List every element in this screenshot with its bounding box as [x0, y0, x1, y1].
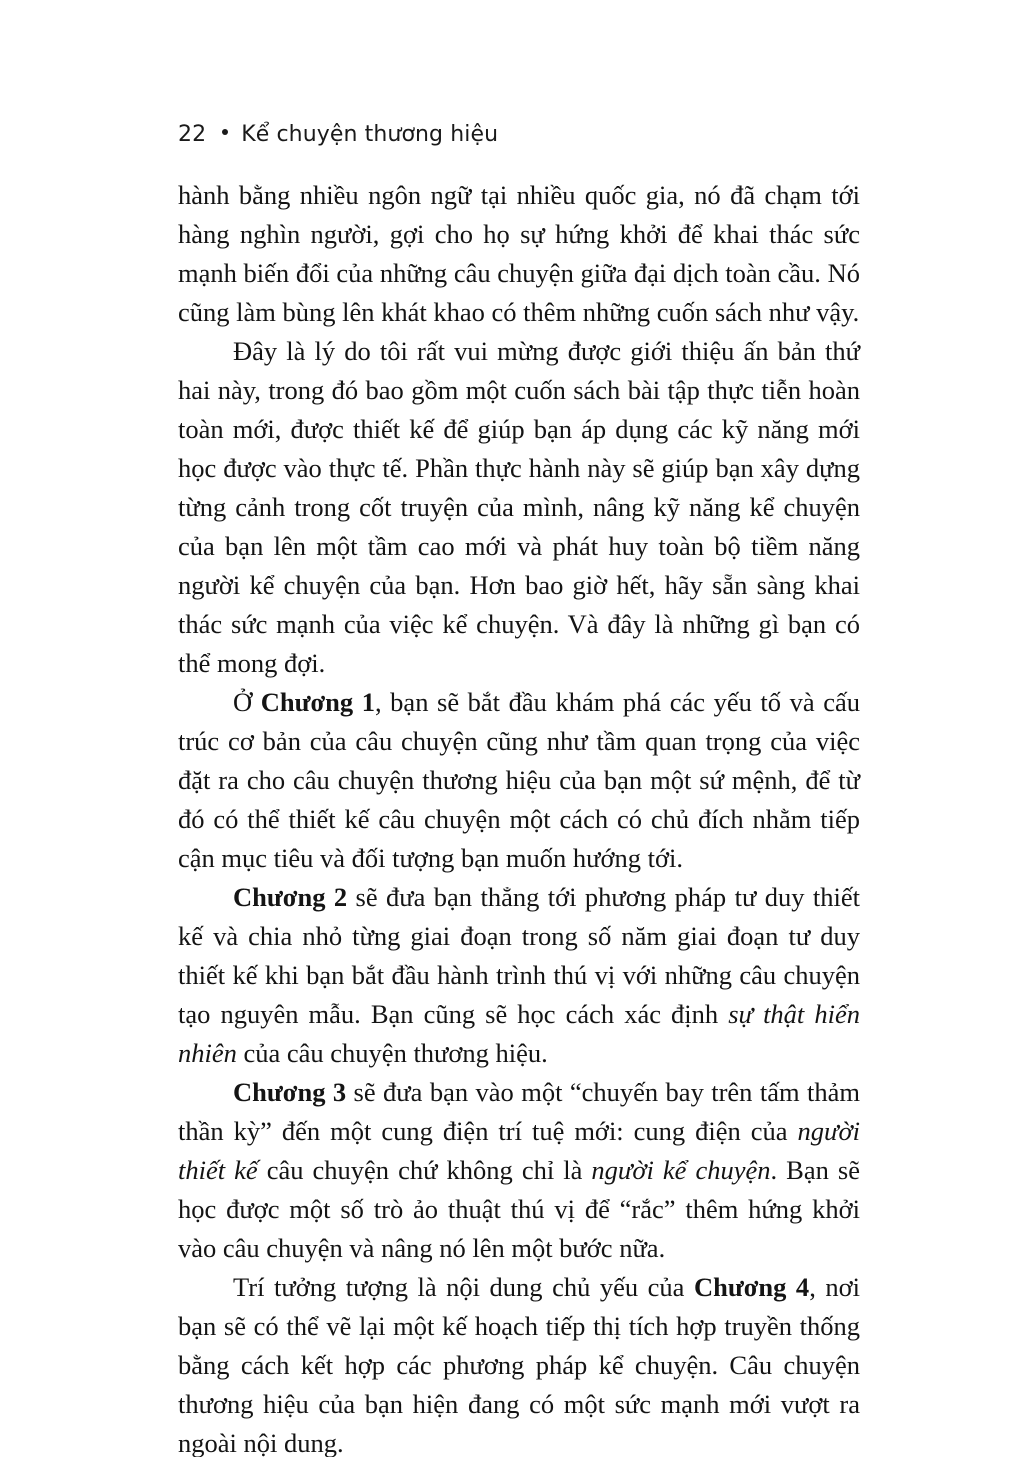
paragraph [178, 878, 860, 1073]
paragraph [178, 1073, 860, 1268]
text-run: câu chuyện chứ không chỉ là [257, 1155, 592, 1185]
text-run: . Bạn sẽ học được một số trò ảo thuật thú vị để “rắc” thêm hứng khởi vào câu chuyện và nâng nó lên một bước nữa. [178, 1155, 860, 1263]
text-run: , nơi bạn sẽ có thể vẽ lại một kế hoạch tiếp thị tích hợp truyền thống bằng cách kết hợp các phương pháp kể chuyện. Câu chuyện thương hiệu của bạn hiện đang có một sức mạnh mới vượt ra ngoài nội dung. [178, 1272, 860, 1457]
text-run: Ở [233, 687, 261, 717]
chapter-reference: Chương 4 [693, 1272, 810, 1302]
page-number: 22 [178, 122, 207, 147]
paragraph [178, 683, 860, 878]
text-run: hành bằng nhiều ngôn ngữ tại nhiều quốc gia, nó đã chạm tới hàng nghìn người, gợi cho họ sự hứng khởi để khai thác sức mạnh biến đổi của những câu chuyện giữa đại dịch toàn cầu. Nó cũng làm bùng lên khát khao có thêm những cuốn sách như vậy. [178, 180, 860, 327]
emphasis-term: người thiết kế [178, 1116, 860, 1185]
chapter-reference: Chương 3 [233, 1077, 347, 1107]
text-run: , bạn sẽ bắt đầu khám phá các yếu tố và cấu trúc cơ bản của câu chuyện cũng như tầm quan trọng của việc đặt ra cho câu chuyện thương hiệu của bạn một sứ mệnh, để từ đó có thể thiết kế câu chuyện một cách có chủ đích nhằm tiếp cận mục tiêu và đối tượng bạn muốn hướng tới. [178, 687, 860, 873]
text-run: Trí tưởng tượng là nội dung chủ yếu của [233, 1272, 694, 1302]
text-run: của câu chuyện thương hiệu. [236, 1038, 548, 1068]
chapter-reference: Chương 2 [233, 882, 348, 912]
body-text-column [178, 176, 860, 1457]
running-head [178, 124, 498, 146]
emphasis-term: người kể chuyện [591, 1155, 771, 1185]
book-title: Kể chuyện thương hiệu [241, 122, 499, 147]
emphasis-term: sự thật hiển nhiên [178, 999, 860, 1068]
paragraph [178, 332, 860, 683]
text-run: sẽ đưa bạn vào một “chuyến bay trên tấm thảm thần kỳ” đến một cung điện trí tuệ mới: cung điện của [178, 1077, 860, 1146]
bullet-dot-icon [222, 129, 228, 135]
text-run: Đây là lý do tôi rất vui mừng được giới thiệu ấn bản thứ hai này, trong đó bao gồm một cuốn sách bài tập thực tiễn hoàn toàn mới, được thiết kế để giúp bạn áp dụng các kỹ năng mới học được vào thực tế. Phần thực hành này sẽ giúp bạn xây dựng từng cảnh trong cốt truyện của mình, nâng kỹ năng kể chuyện của bạn lên một tầm cao mới và phát huy toàn bộ tiềm năng người kể chuyện của bạn. Hơn bao giờ hết, hãy sẵn sàng khai thác sức mạnh của việc kể chuyện. Và đây là những gì bạn có thể mong đợi. [178, 336, 860, 678]
chapter-reference: Chương 1 [260, 687, 375, 717]
paragraph [178, 1268, 860, 1457]
paragraph [178, 176, 860, 332]
text-run: sẽ đưa bạn thẳng tới phương pháp tư duy thiết kế và chia nhỏ từng giai đoạn trong số năm giai đoạn tư duy thiết kế khi bạn bắt đầu hành trình thú vị với những câu chuyện tạo nguyên mẫu. Bạn cũng sẽ học cách xác định [178, 882, 860, 1029]
